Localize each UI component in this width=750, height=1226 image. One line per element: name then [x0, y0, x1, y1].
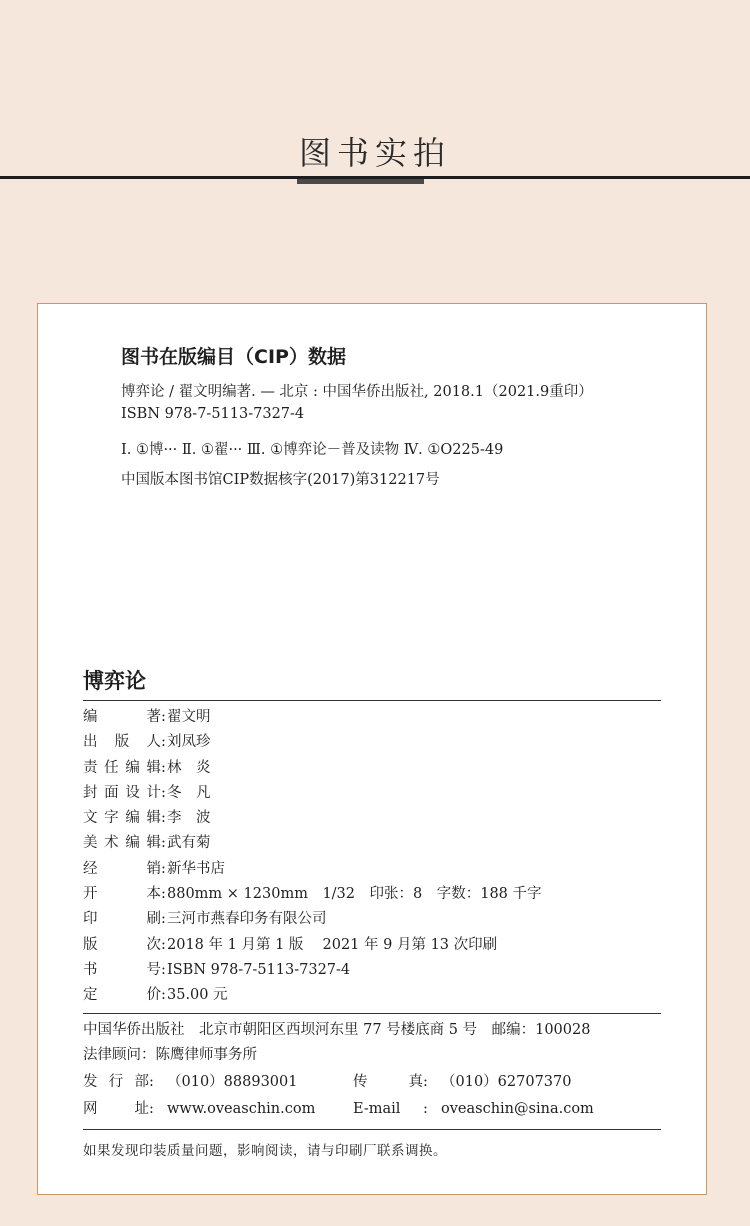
copyright-page [37, 303, 707, 1195]
publisher-address: 中国华侨出版社 北京市朝阳区西坝河东里 77 号楼底商 5 号 邮编：100028 [83, 1021, 591, 1038]
info-label: 书号 [83, 961, 161, 978]
info-label: 开本 [83, 886, 161, 903]
info-value: 林 炎 [167, 759, 211, 776]
info-value: 李 波 [167, 810, 211, 827]
info-row-publisher-person: 出版人 : 刘凤珍 [83, 730, 661, 755]
info-value: ISBN 978-7-5113-7327-4 [167, 961, 351, 978]
info-value: 翟文明 [167, 709, 211, 725]
info-label: 美术编辑 [83, 835, 161, 852]
fax-number: （010）62707370 [441, 1073, 572, 1090]
info-row-price: 定价 : 35.00 元 [83, 983, 661, 1008]
cip-block [121, 342, 681, 491]
website: www.oveaschin.com [167, 1100, 316, 1117]
book-title: 博弈论 [83, 666, 661, 701]
cip-title: 图书在版编目（CIP）数据 [121, 346, 346, 368]
cip-classification: Ⅰ. ①博··· Ⅱ. ①翟··· Ⅲ. ①博弈论－普及读物 Ⅳ. ①O225-49 [121, 442, 504, 458]
info-value: 2018 年 1 月第 1 版 2021 年 9 月第 13 次印刷 [167, 936, 498, 953]
info-value: 880mm × 1230mm 1/32 印张：8 字数：188 千字 [167, 886, 542, 903]
info-label: 文字编辑 [83, 810, 161, 827]
info-row-printer: 印刷 : 三河市燕春印务有限公司 [83, 907, 661, 932]
section-title: 图书实拍 [298, 134, 451, 172]
info-row-art-editor: 美术编辑 : 武有菊 [83, 831, 661, 856]
info-label: 编著 [83, 709, 161, 725]
web-label: 网址 [83, 1100, 149, 1117]
info-row-editor: 编著 : 翟文明 [83, 705, 661, 730]
info-row-responsible-editor: 责任编辑 : 林 炎 [83, 756, 661, 781]
info-label: 封面设计 [83, 784, 161, 801]
header-accent-bar [297, 179, 424, 184]
fax-label: 传真 [353, 1073, 423, 1090]
info-value: 刘凤珍 [167, 734, 211, 751]
info-value: 冬 凡 [167, 784, 211, 801]
contact-row-web: 网址 : www.oveaschin.com E-mail : oveaschin@sina.com [83, 1096, 661, 1123]
email-address: oveaschin@sina.com [441, 1100, 594, 1117]
cip-record-number: 中国版本图书馆CIP数据核字(2017)第312217号 [121, 472, 440, 488]
info-row-isbn: 书号 : ISBN 978-7-5113-7327-4 [83, 958, 661, 983]
info-label: 定价 [83, 987, 161, 1004]
info-value: 新华书店 [167, 860, 225, 877]
issue-phone: （010）88893001 [167, 1073, 298, 1090]
cip-isbn: ISBN 978-7-5113-7327-4 [121, 406, 305, 422]
issue-label: 发行部 [83, 1073, 149, 1090]
info-value: 35.00 元 [167, 987, 228, 1004]
cip-bibliographic-line: 博弈论 / 翟文明编著. — 北京 : 中国华侨出版社, 2018.1（2021.9重印） [121, 384, 593, 400]
info-row-edition: 版次 : 2018 年 1 月第 1 版 2021 年 9 月第 13 次印刷 [83, 933, 661, 958]
book-info-block [83, 666, 661, 1159]
book-info-rows [83, 705, 661, 1009]
quality-notice: 如果发现印装质量问题，影响阅读，请与印刷厂联系调换。 [83, 1129, 661, 1159]
info-label: 责任编辑 [83, 759, 161, 776]
info-row-cover-design: 封面设计 : 冬 凡 [83, 781, 661, 806]
info-value: 武有菊 [167, 835, 211, 852]
publisher-info [83, 1018, 661, 1123]
info-row-text-editor: 文字编辑 : 李 波 [83, 806, 661, 831]
info-value: 三河市燕春印务有限公司 [167, 911, 327, 928]
info-row-distributor: 经销 : 新华书店 [83, 857, 661, 882]
info-label: 版次 [83, 936, 161, 953]
legal-advisor: 法律顾问：陈鹰律师事务所 [83, 1047, 257, 1064]
info-row-format: 开本 : 880mm × 1230mm 1/32 印张：8 字数：188 千字 [83, 882, 661, 907]
divider [83, 1013, 661, 1014]
info-label: 印刷 [83, 911, 161, 928]
info-label: 出版人 [83, 734, 161, 751]
info-label: 经销 [83, 860, 161, 877]
contact-row-phone: 发行部 : （010）88893001 传真 : （010）62707370 [83, 1069, 661, 1096]
email-label: E-mail [353, 1100, 401, 1117]
